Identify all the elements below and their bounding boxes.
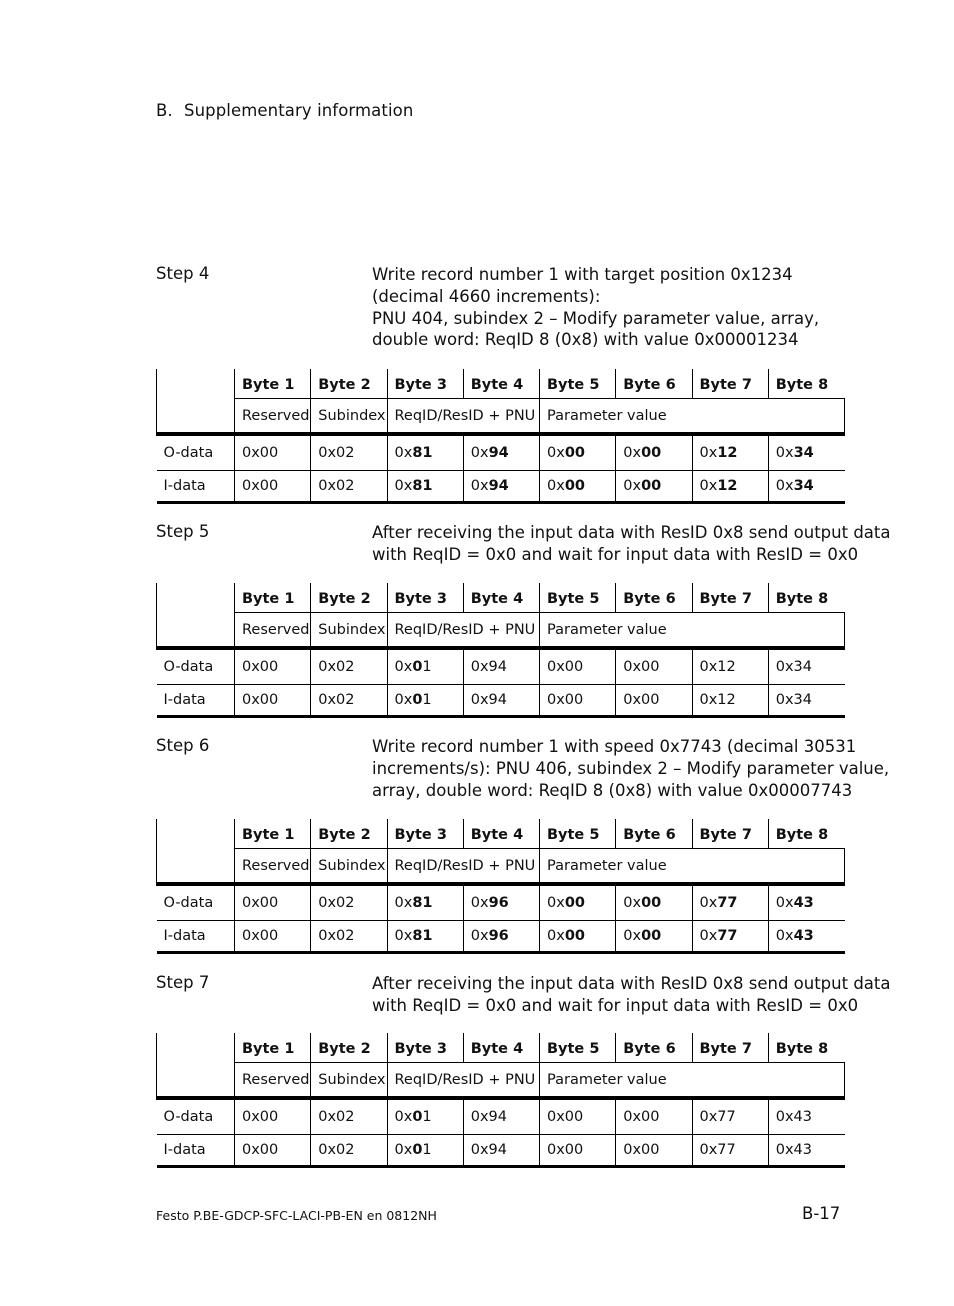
step-description-line: After receiving the input data with ResID 0x8 send output data xyxy=(372,974,891,993)
desc-reqid: ReqID/ResID + PNU xyxy=(387,613,540,649)
step-description-line: After receiving the input data with ResID 0x8 send output data xyxy=(372,523,891,542)
o-data-row xyxy=(157,1098,845,1135)
byte-changed: 00 xyxy=(564,445,585,461)
byte-changed: 00 xyxy=(564,478,585,494)
byte-prefix: 0x00 xyxy=(242,1142,279,1158)
column-header: Byte 6 xyxy=(616,369,692,399)
byte-prefix: 0x00 xyxy=(242,659,279,675)
byte-changed: 94 xyxy=(488,445,509,461)
column-header: Byte 8 xyxy=(768,369,844,399)
table-corner xyxy=(157,1033,235,1063)
byte-prefix: 0x xyxy=(775,445,794,461)
step-description-line: Write record number 1 with speed 0x7743 (decimal 30531 xyxy=(372,737,857,756)
byte-prefix: 0x xyxy=(775,928,794,944)
o-data-row xyxy=(157,648,845,685)
step-description-line: PNU 404, subindex 2 – Modify parameter value, array, xyxy=(372,308,820,328)
byte-prefix: 0x xyxy=(699,478,718,494)
byte-changed: 43 xyxy=(793,895,814,911)
step-label: Step 7 xyxy=(156,973,210,992)
byte-value xyxy=(235,648,311,685)
byte-prefix: 0x xyxy=(394,1109,413,1125)
byte-value xyxy=(311,884,387,921)
byte-value xyxy=(768,884,844,921)
byte-changed: 00 xyxy=(564,928,585,944)
byte-value xyxy=(616,921,692,953)
step-description xyxy=(372,522,891,566)
page-number: B-17 xyxy=(802,1204,841,1223)
byte-changed: 00 xyxy=(641,445,662,461)
byte-value xyxy=(768,921,844,953)
byte-changed: 77 xyxy=(717,895,738,911)
byte-prefix: 0x34 xyxy=(775,659,813,675)
table-description-row xyxy=(157,1063,845,1099)
byte-value xyxy=(463,1098,539,1135)
byte-value xyxy=(768,434,844,471)
byte-changed: 12 xyxy=(717,478,738,494)
byte-value xyxy=(540,685,616,717)
byte-prefix: 0x xyxy=(470,445,489,461)
section-number: B. xyxy=(156,101,173,120)
byte-prefix: 0x43 xyxy=(775,1109,813,1125)
byte-value xyxy=(311,921,387,953)
byte-prefix: 0x00 xyxy=(547,659,584,675)
column-header: Byte 7 xyxy=(692,819,768,849)
byte-value xyxy=(540,921,616,953)
column-header: Byte 7 xyxy=(692,1033,768,1063)
byte-changed: 0 xyxy=(412,659,423,675)
byte-prefix: 0x xyxy=(394,445,413,461)
row-label: I-data xyxy=(157,685,235,717)
column-header: Byte 8 xyxy=(768,1033,844,1063)
row-label: O-data xyxy=(157,884,235,921)
column-header: Byte 3 xyxy=(387,1033,463,1063)
byte-value xyxy=(692,471,768,503)
byte-table xyxy=(156,819,845,954)
byte-value xyxy=(235,1135,311,1167)
byte-prefix: 0x00 xyxy=(547,692,584,708)
byte-prefix: 0x00 xyxy=(547,1109,584,1125)
byte-value xyxy=(692,434,768,471)
byte-value xyxy=(387,884,463,921)
i-data-row xyxy=(157,921,845,953)
step-description xyxy=(372,973,891,1017)
column-header: Byte 8 xyxy=(768,583,844,613)
byte-prefix: 0x xyxy=(623,445,642,461)
row-label: O-data xyxy=(157,648,235,685)
byte-prefix: 0x02 xyxy=(318,895,355,911)
desc-parameter-value: Parameter value xyxy=(540,849,845,885)
byte-prefix: 0x xyxy=(775,895,794,911)
byte-prefix: 0x xyxy=(394,478,413,494)
byte-changed: 77 xyxy=(717,928,738,944)
byte-value xyxy=(768,685,844,717)
byte-value xyxy=(616,471,692,503)
byte-value xyxy=(768,648,844,685)
column-header: Byte 2 xyxy=(311,819,387,849)
byte-prefix: 0x xyxy=(623,928,642,944)
desc-parameter-value: Parameter value xyxy=(540,1063,845,1099)
byte-value xyxy=(616,1098,692,1135)
column-header: Byte 3 xyxy=(387,583,463,613)
column-header: Byte 2 xyxy=(311,583,387,613)
byte-changed: 0 xyxy=(412,692,423,708)
column-header: Byte 1 xyxy=(235,583,311,613)
byte-value xyxy=(463,884,539,921)
byte-prefix: 0x12 xyxy=(699,659,736,675)
byte-value xyxy=(311,1135,387,1167)
byte-changed: 00 xyxy=(564,895,585,911)
byte-prefix: 0x xyxy=(394,1142,413,1158)
byte-value xyxy=(387,1098,463,1135)
byte-prefix: 0x02 xyxy=(318,445,355,461)
byte-prefix: 0x00 xyxy=(242,692,279,708)
byte-value xyxy=(463,434,539,471)
byte-value xyxy=(311,685,387,717)
byte-prefix: 0x02 xyxy=(318,659,355,675)
byte-table xyxy=(156,1033,845,1168)
byte-changed: 00 xyxy=(641,895,662,911)
desc-reserved: Reserved xyxy=(235,849,311,885)
byte-value xyxy=(235,685,311,717)
byte-value xyxy=(235,434,311,471)
step-description-line: double word: ReqID 8 (0x8) with value 0x00001234 xyxy=(372,330,799,350)
table-header-row xyxy=(157,369,845,399)
column-header: Byte 8 xyxy=(768,819,844,849)
byte-changed: 81 xyxy=(412,928,433,944)
table-corner xyxy=(157,1063,235,1099)
desc-reserved: Reserved xyxy=(235,399,311,435)
byte-prefix: 0x02 xyxy=(318,478,355,494)
step-label: Step 5 xyxy=(156,522,210,541)
byte-changed: 81 xyxy=(412,895,433,911)
column-header: Byte 6 xyxy=(616,819,692,849)
byte-changed: 34 xyxy=(793,478,814,494)
byte-value xyxy=(463,471,539,503)
desc-parameter-value: Parameter value xyxy=(540,399,845,435)
byte-value xyxy=(311,648,387,685)
byte-prefix: 0x xyxy=(547,895,565,911)
row-label: I-data xyxy=(157,1135,235,1167)
byte-prefix: 0x xyxy=(547,478,565,494)
byte-prefix: 0x xyxy=(470,928,489,944)
table-corner xyxy=(157,369,235,399)
byte-changed: 00 xyxy=(641,478,662,494)
byte-value xyxy=(692,1135,768,1167)
byte-value xyxy=(616,685,692,717)
section-title: Supplementary information xyxy=(184,101,414,120)
step-description-line: increments/s): PNU 406, subindex 2 – Modify parameter value, xyxy=(372,758,890,778)
byte-prefix: 0x00 xyxy=(623,659,660,675)
o-data-row xyxy=(157,884,845,921)
byte-value xyxy=(311,1098,387,1135)
byte-prefix: 0x02 xyxy=(318,1109,355,1125)
byte-value xyxy=(463,648,539,685)
byte-prefix: 0x94 xyxy=(470,1142,508,1158)
table-corner xyxy=(157,819,235,849)
byte-prefix: 0x02 xyxy=(318,1142,355,1158)
byte-prefix: 0x xyxy=(470,895,489,911)
byte-table xyxy=(156,583,845,718)
byte-prefix: 0x12 xyxy=(699,692,736,708)
table-corner xyxy=(157,849,235,885)
byte-changed: 12 xyxy=(717,445,738,461)
byte-changed: 43 xyxy=(793,928,814,944)
byte-value xyxy=(387,685,463,717)
desc-reserved: Reserved xyxy=(235,1063,311,1099)
byte-prefix: 0x xyxy=(699,445,718,461)
row-label: I-data xyxy=(157,921,235,953)
byte-prefix: 0x94 xyxy=(470,1109,508,1125)
byte-prefix: 0x00 xyxy=(242,895,279,911)
byte-value xyxy=(387,1135,463,1167)
byte-value xyxy=(768,471,844,503)
byte-prefix: 0x00 xyxy=(623,692,660,708)
column-header: Byte 5 xyxy=(540,819,616,849)
byte-value xyxy=(235,1098,311,1135)
byte-prefix: 0x xyxy=(699,895,718,911)
column-header: Byte 1 xyxy=(235,1033,311,1063)
table-corner xyxy=(157,613,235,649)
column-header: Byte 3 xyxy=(387,819,463,849)
table-header-row xyxy=(157,1033,845,1063)
byte-value xyxy=(387,434,463,471)
byte-value xyxy=(616,884,692,921)
byte-changed: 00 xyxy=(641,928,662,944)
byte-value xyxy=(616,434,692,471)
byte-value xyxy=(540,648,616,685)
desc-parameter-value: Parameter value xyxy=(540,613,845,649)
i-data-row xyxy=(157,471,845,503)
byte-suffix: 1 xyxy=(422,692,432,708)
byte-value xyxy=(463,685,539,717)
column-header: Byte 4 xyxy=(463,819,539,849)
table-corner xyxy=(157,583,235,613)
byte-changed: 81 xyxy=(412,478,433,494)
column-header: Byte 3 xyxy=(387,369,463,399)
byte-value xyxy=(616,648,692,685)
byte-value xyxy=(768,1098,844,1135)
byte-value xyxy=(692,685,768,717)
desc-subindex: Subindex xyxy=(311,849,387,885)
column-header: Byte 6 xyxy=(616,1033,692,1063)
step-description xyxy=(372,264,844,351)
table-corner xyxy=(157,399,235,435)
table-header-row xyxy=(157,819,845,849)
byte-changed: 81 xyxy=(412,445,433,461)
byte-prefix: 0x00 xyxy=(242,445,279,461)
byte-prefix: 0x34 xyxy=(775,692,813,708)
byte-value xyxy=(692,884,768,921)
byte-value xyxy=(387,648,463,685)
byte-prefix: 0x xyxy=(547,928,565,944)
desc-subindex: Subindex xyxy=(311,613,387,649)
byte-value xyxy=(311,434,387,471)
step-description-line: with ReqID = 0x0 and wait for input data with ResID = 0x0 xyxy=(372,995,859,1015)
byte-suffix: 1 xyxy=(422,1142,432,1158)
byte-prefix: 0x02 xyxy=(318,692,355,708)
table-description-row xyxy=(157,849,845,885)
column-header: Byte 4 xyxy=(463,369,539,399)
i-data-row xyxy=(157,685,845,717)
byte-prefix: 0x xyxy=(623,895,642,911)
byte-value xyxy=(540,471,616,503)
o-data-row xyxy=(157,434,845,471)
column-header: Byte 7 xyxy=(692,583,768,613)
byte-changed: 0 xyxy=(412,1109,423,1125)
byte-value xyxy=(387,471,463,503)
byte-value xyxy=(235,471,311,503)
desc-reserved: Reserved xyxy=(235,613,311,649)
byte-value xyxy=(540,434,616,471)
column-header: Byte 1 xyxy=(235,369,311,399)
byte-prefix: 0x00 xyxy=(547,1142,584,1158)
byte-value xyxy=(463,921,539,953)
byte-prefix: 0x00 xyxy=(242,478,279,494)
desc-subindex: Subindex xyxy=(311,399,387,435)
byte-changed: 94 xyxy=(488,478,509,494)
step-description-line: array, double word: ReqID 8 (0x8) with value 0x00007743 xyxy=(372,780,853,800)
table-header-row xyxy=(157,583,845,613)
byte-prefix: 0x xyxy=(394,895,413,911)
byte-prefix: 0x xyxy=(623,478,642,494)
column-header: Byte 5 xyxy=(540,369,616,399)
byte-prefix: 0x xyxy=(470,478,489,494)
table-description-row xyxy=(157,613,845,649)
byte-prefix: 0x94 xyxy=(470,692,508,708)
row-label: O-data xyxy=(157,1098,235,1135)
byte-prefix: 0x xyxy=(394,692,413,708)
byte-prefix: 0x00 xyxy=(623,1142,660,1158)
byte-changed: 34 xyxy=(793,445,814,461)
footer-document-id: Festo P.BE-GDCP-SFC-LACI-PB-EN en 0812NH xyxy=(156,1208,437,1223)
byte-value xyxy=(540,1098,616,1135)
byte-value xyxy=(540,1135,616,1167)
column-header: Byte 4 xyxy=(463,583,539,613)
column-header: Byte 5 xyxy=(540,583,616,613)
byte-prefix: 0x94 xyxy=(470,659,508,675)
byte-value xyxy=(387,921,463,953)
step-label: Step 4 xyxy=(156,264,210,283)
byte-value xyxy=(235,921,311,953)
column-header: Byte 4 xyxy=(463,1033,539,1063)
column-header: Byte 2 xyxy=(311,1033,387,1063)
byte-prefix: 0x77 xyxy=(699,1109,736,1125)
column-header: Byte 5 xyxy=(540,1033,616,1063)
byte-prefix: 0x43 xyxy=(775,1142,813,1158)
i-data-row xyxy=(157,1135,845,1167)
byte-value xyxy=(768,1135,844,1167)
column-header: Byte 1 xyxy=(235,819,311,849)
byte-value xyxy=(692,1098,768,1135)
step-description-line: Write record number 1 with target position 0x1234 xyxy=(372,265,793,284)
byte-prefix: 0x xyxy=(394,928,413,944)
byte-value xyxy=(235,884,311,921)
byte-value xyxy=(692,921,768,953)
section-header xyxy=(156,101,413,120)
byte-changed: 0 xyxy=(412,1142,423,1158)
desc-reqid: ReqID/ResID + PNU xyxy=(387,1063,540,1099)
step-description-line: (decimal 4660 increments): xyxy=(372,286,601,306)
column-header: Byte 2 xyxy=(311,369,387,399)
table-description-row xyxy=(157,399,845,435)
desc-subindex: Subindex xyxy=(311,1063,387,1099)
byte-prefix: 0x xyxy=(394,659,413,675)
byte-value xyxy=(692,648,768,685)
byte-prefix: 0x00 xyxy=(242,1109,279,1125)
desc-reqid: ReqID/ResID + PNU xyxy=(387,399,540,435)
byte-changed: 96 xyxy=(488,895,509,911)
byte-value xyxy=(463,1135,539,1167)
byte-prefix: 0x00 xyxy=(623,1109,660,1125)
byte-prefix: 0x00 xyxy=(242,928,279,944)
column-header: Byte 7 xyxy=(692,369,768,399)
byte-suffix: 1 xyxy=(422,1109,432,1125)
row-label: I-data xyxy=(157,471,235,503)
byte-prefix: 0x02 xyxy=(318,928,355,944)
byte-table xyxy=(156,369,845,504)
step-description-line: with ReqID = 0x0 and wait for input data with ResID = 0x0 xyxy=(372,544,859,564)
row-label: O-data xyxy=(157,434,235,471)
byte-prefix: 0x xyxy=(699,928,718,944)
byte-prefix: 0x77 xyxy=(699,1142,736,1158)
byte-changed: 96 xyxy=(488,928,509,944)
step-label: Step 6 xyxy=(156,736,210,755)
desc-reqid: ReqID/ResID + PNU xyxy=(387,849,540,885)
byte-value xyxy=(616,1135,692,1167)
byte-prefix: 0x xyxy=(547,445,565,461)
byte-prefix: 0x xyxy=(775,478,794,494)
byte-suffix: 1 xyxy=(422,659,432,675)
byte-value xyxy=(311,471,387,503)
column-header: Byte 6 xyxy=(616,583,692,613)
step-description xyxy=(372,736,890,801)
byte-value xyxy=(540,884,616,921)
